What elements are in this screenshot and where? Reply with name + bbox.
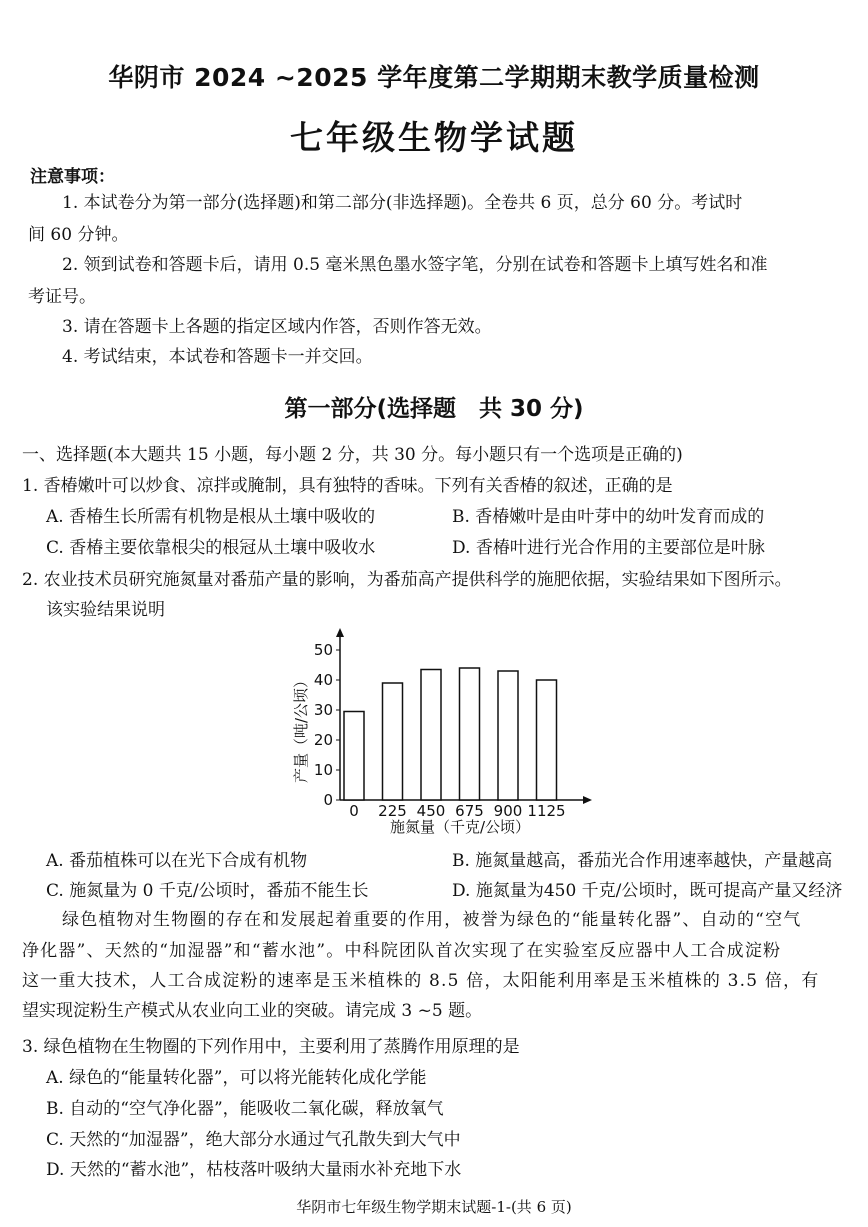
q2-option-a: A. 番茄植株可以在光下合成有机物 [46, 851, 308, 871]
y-tick-label: 10 [313, 761, 333, 779]
y-tick-label: 20 [313, 731, 333, 749]
x-tick-label: 900 [493, 802, 523, 820]
x-tick-label: 0 [349, 802, 359, 820]
bar-0 [344, 712, 364, 801]
notice-item-3: 3. 请在答题卡上各题的指定区域内作答，否则作答无效。 [62, 317, 492, 337]
bar-1125 [537, 680, 557, 800]
section-instruction: 一、选择题(本大题共 15 小题，每小题 2 分，共 30 分。每小题只有一个选项是正确的) [22, 445, 683, 465]
notice-item-2: 2. 领到试卷和答题卡后，请用 0.5 毫米黑色墨水签字笔，分别在试卷和答题卡上填写姓名和准 [62, 255, 768, 275]
q2-stem: 2. 农业技术员研究施氮量对番茄产量的影响，为番茄高产提供科学的施肥依据，实验结果如下图所示。 [22, 570, 792, 590]
q3-option-b: B. 自动的“空气净化器”，能吸收二氧化碳，释放氧气 [46, 1099, 444, 1119]
bar-225 [383, 683, 403, 800]
q2-option-d: D. 施氮量为450 千克/公顷时，既可提高产量又经济 [452, 881, 843, 901]
x-tick-label: 225 [378, 802, 407, 820]
notice-item-1-cont: 间 60 分钟。 [28, 225, 129, 245]
y-axis-arrow [336, 628, 344, 637]
q1-option-c: C. 香椿主要依靠根尖的根冠从土壤中吸收水 [46, 538, 376, 558]
exam-title: 华阴市 2024 ~2025 学年度第二学期期末教学质量检测 [108, 63, 760, 92]
x-tick-label: 1125 [527, 802, 566, 820]
passage-line-2: 净化器”、天然的“加湿器”和“蓄水池”。中科院团队首次实现了在实验室反应器中人工合成淀粉 [22, 941, 782, 961]
q3-option-d: D. 天然的“蓄水池”，枯枝落叶吸纳大量雨水补充地下水 [46, 1160, 462, 1180]
page-footer: 华阴市七年级生物学期末试题-1-(共 6 页) [296, 1198, 572, 1216]
y-tick-label: 0 [323, 791, 333, 809]
q1-option-d: D. 香椿叶进行光合作用的主要部位是叶脉 [452, 538, 765, 558]
y-axis-label: 产量（吨/公顷） [292, 672, 310, 784]
q2-option-b: B. 施氮量越高，番茄光合作用速率越快，产量越高 [452, 851, 833, 871]
q1-option-b: B. 香椿嫩叶是由叶芽中的幼叶发育而成的 [452, 507, 765, 527]
q3-option-a: A. 绿色的“能量转化器”，可以将光能转化成化学能 [46, 1068, 427, 1088]
q1-option-a: A. 香椿生长所需有机物是根从土壤中吸收的 [46, 507, 376, 527]
nitrogen-yield-bar-chart [290, 628, 600, 843]
y-tick-label: 40 [313, 671, 333, 689]
y-tick-label: 50 [313, 641, 333, 659]
notice-item-4: 4. 考试结束，本试卷和答题卡一并交回。 [62, 347, 373, 367]
passage-line-3: 这一重大技术，人工合成淀粉的速率是玉米植株的 8.5 倍，太阳能利用率是玉米植株的 3.5 倍，有 [22, 971, 820, 991]
bar-450 [421, 670, 441, 801]
section-title: 第一部分(选择题 共 30 分) [284, 396, 584, 422]
notice-item-2-cont: 考证号。 [28, 287, 96, 307]
notice-item-1: 1. 本试卷分为第一部分(选择题)和第二部分(非选择题)。全卷共 6 页，总分 60 分。考试时 [62, 193, 743, 213]
q3-option-c: C. 天然的“加湿器”，绝大部分水通过气孔散失到大气中 [46, 1130, 461, 1150]
q2-stem-cont: 该实验结果说明 [46, 600, 165, 620]
q1-stem: 1. 香椿嫩叶可以炒食、凉拌或腌制，具有独特的香味。下列有关香椿的叙述，正确的是 [22, 476, 673, 496]
x-tick-label: 450 [416, 802, 446, 820]
q3-stem: 3. 绿色植物在生物圈的下列作用中，主要利用了蒸腾作用原理的是 [22, 1037, 520, 1057]
bar-900 [498, 671, 518, 800]
q2-option-c: C. 施氮量为 0 千克/公顷时，番茄不能生长 [46, 881, 369, 901]
x-axis-arrow [583, 796, 592, 804]
passage-line-1: 绿色植物对生物圈的存在和发展起着重要的作用，被誉为绿色的“能量转化器”、自动的“空气 [62, 910, 802, 930]
y-tick-label: 30 [313, 701, 333, 719]
passage-line-4: 望实现淀粉生产模式从农业向工业的突破。请完成 3 ~5 题。 [22, 1001, 483, 1021]
x-axis-label: 施氮量（千克/公顷） [389, 818, 531, 836]
bar-675 [460, 668, 480, 800]
notice-heading: 注意事项： [30, 167, 115, 187]
x-tick-label: 675 [455, 802, 484, 820]
subject-title: 七年级生物学试题 [290, 118, 578, 157]
